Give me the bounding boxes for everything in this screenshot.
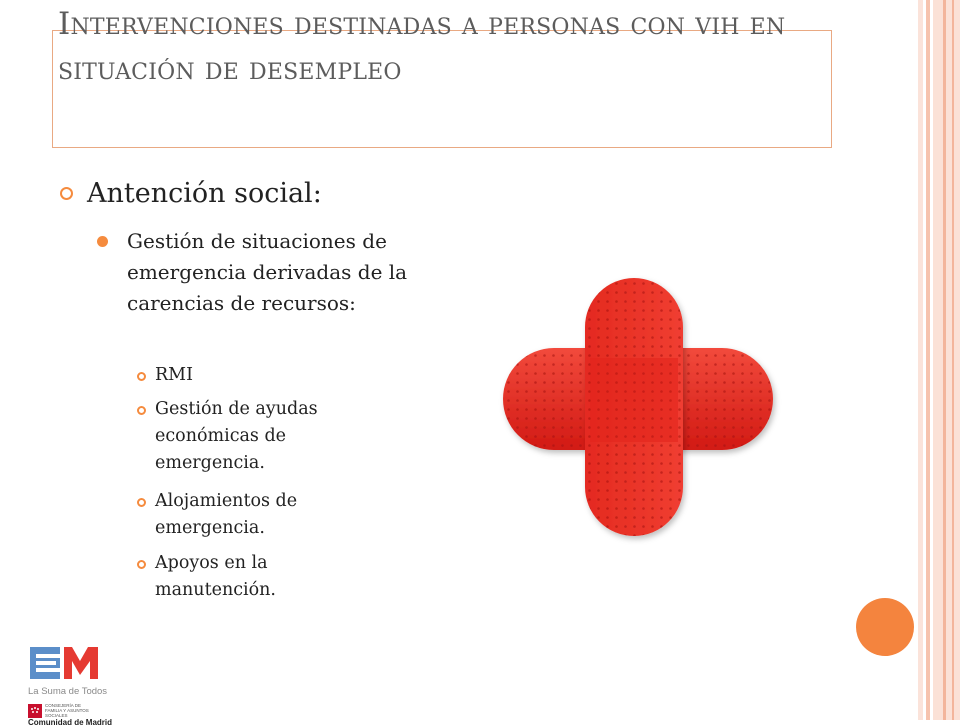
bullet-level3-text: RMI bbox=[155, 365, 194, 385]
em-logo-icon bbox=[28, 645, 100, 681]
department-name: CONSEJERÍA DE FAMILIA Y ASUNTOS SOCIALES bbox=[45, 703, 89, 718]
bullet-level3-text: Gestión de ayudas económicas de emergencia. bbox=[155, 399, 318, 473]
bullet-level3-text: Alojamientos de emergencia. bbox=[155, 491, 298, 538]
list-item bbox=[137, 550, 367, 604]
decorative-stripe bbox=[926, 0, 930, 720]
bullet-level1-text: Antención social: bbox=[87, 178, 322, 209]
bullet-level2-text: Gestión de situaciones de emergencia derivadas de la carencias de recursos: bbox=[127, 229, 408, 315]
logo-caption: La Suma de Todos bbox=[28, 686, 108, 697]
bullet-level2 bbox=[97, 226, 427, 319]
ring-bullet-icon bbox=[137, 498, 146, 507]
madrid-flag-icon bbox=[28, 704, 42, 718]
decorative-stripe bbox=[952, 0, 954, 720]
bullet-level1 bbox=[60, 178, 322, 209]
bandage-cross-image bbox=[495, 270, 785, 545]
ring-bullet-icon bbox=[60, 187, 73, 200]
list-item bbox=[137, 488, 367, 542]
slide-title: Intervenciones destinadas a personas con vih en situación de desempleo bbox=[58, 6, 786, 87]
organization-block bbox=[28, 703, 148, 718]
organization-name: Comunidad de Madrid bbox=[28, 718, 112, 727]
logo bbox=[28, 645, 148, 727]
decorative-stripe bbox=[933, 0, 960, 720]
list-item bbox=[137, 396, 367, 477]
ring-bullet-icon bbox=[137, 372, 146, 381]
list-item bbox=[137, 362, 367, 389]
bullet-level3-text: Apoyos en la manutención. bbox=[155, 553, 276, 600]
decorative-stripe bbox=[943, 0, 946, 720]
dot-bullet-icon bbox=[97, 236, 108, 247]
decorative-stripe bbox=[918, 0, 923, 720]
ring-bullet-icon bbox=[137, 406, 146, 415]
decorative-circle bbox=[856, 598, 914, 656]
ring-bullet-icon bbox=[137, 560, 146, 569]
